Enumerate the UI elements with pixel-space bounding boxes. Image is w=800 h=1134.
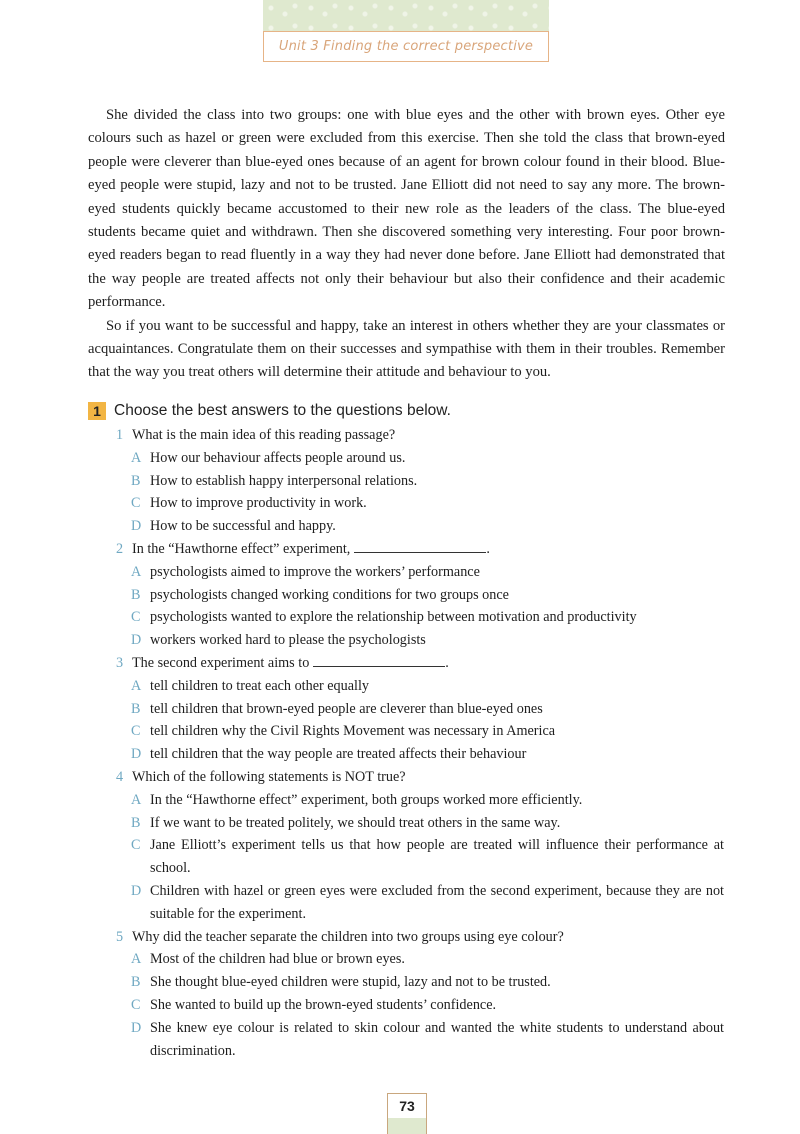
- option: [88, 994, 728, 1017]
- option-letter: A: [131, 677, 142, 694]
- question-number: 1: [116, 427, 124, 443]
- option-text: tell children to treat each other equally: [150, 677, 370, 694]
- option: [88, 675, 728, 698]
- option-letter: D: [131, 882, 142, 899]
- option: [88, 606, 728, 629]
- unit-title: Unit 3 Finding the correct perspective: [263, 31, 549, 62]
- option-text: In the “Hawthorne effect” experiment, both groups worked more efficiently.: [150, 791, 583, 808]
- question-4: [88, 766, 728, 789]
- option-text: Jane Elliott’s experiment tells us that how people are treated will influence their performance at school.: [150, 837, 724, 877]
- option-text: tell children why the Civil Rights Movement was necessary in America: [150, 723, 556, 740]
- option: [88, 447, 728, 470]
- option: [88, 629, 728, 652]
- question-text: What is the main idea of this reading passage?: [132, 427, 396, 443]
- option: [88, 698, 728, 721]
- option-letter: C: [131, 996, 141, 1013]
- option-letter: C: [131, 837, 141, 854]
- option-letter: A: [131, 563, 142, 580]
- question-3: [88, 652, 728, 675]
- option-text: psychologists aimed to improve the workers’ performance: [150, 563, 480, 580]
- option-letter: C: [131, 609, 141, 626]
- option-text: How to be successful and happy.: [150, 518, 336, 535]
- option-letter: C: [131, 723, 141, 740]
- option-letter: B: [131, 814, 141, 831]
- question-number: 3: [116, 654, 124, 671]
- option: [88, 971, 728, 994]
- option: [88, 584, 728, 607]
- option-text: How to establish happy interpersonal relations.: [150, 472, 418, 489]
- option-text: psychologists wanted to explore the relationship between motivation and productivity: [150, 609, 637, 626]
- question-text: Which of the following statements is NOT true?: [132, 768, 406, 785]
- option-letter: D: [131, 1019, 142, 1036]
- option: [88, 948, 728, 971]
- exercise-number-badge: 1: [88, 402, 106, 420]
- option-text: If we want to be treated politely, we should treat others in the same way.: [150, 814, 561, 831]
- reading-passage: [88, 104, 725, 385]
- option: [88, 470, 728, 493]
- exercise-heading: [88, 400, 728, 422]
- passage-paragraph-1: She divided the class into two groups: one with blue eyes and the other with brown eyes. Other eye colours such as hazel or green were excluded from this exercise. Then she told the class that brown-eyed people were cleverer than blue-eyed ones because of an agent for brown colour found in their blood. Blue-eyed people were stupid, lazy and not to be trusted. Jane Elliott did not need to say any more. The brown-eyed students quickly became accustomed to their new role as the leaders of the class. The blue-eyed students became quiet and withdrawn. Then she discovered something very interesting. Four poor brown-eyed readers began to read fluently in a way they had never done before. Jane Elliott had demonstrated that the way people are treated affects not only their behaviour but also their confidence and their academic performance.: [88, 107, 725, 311]
- option: [88, 1017, 728, 1063]
- page-number: 73: [399, 1098, 415, 1114]
- question-list: [88, 424, 728, 1062]
- question-2: [88, 538, 728, 561]
- option: [88, 515, 728, 538]
- option-text: She wanted to build up the brown-eyed students’ confidence.: [150, 996, 497, 1013]
- question-1: [88, 424, 728, 447]
- option: [88, 561, 728, 584]
- option-letter: D: [131, 632, 142, 649]
- page-number-box: [387, 1093, 427, 1134]
- option-letter: A: [131, 791, 142, 808]
- option-text: psychologists changed working conditions for two groups once: [150, 586, 509, 603]
- option-letter: A: [131, 951, 142, 968]
- passage-paragraph-2: So if you want to be successful and happy, take an interest in others whether they are your classmates or acquaintances. Congratulate them on their successes and sympathise with them in their troubles. Remember that the way you treat others will determine their attitude and behaviour to you.: [88, 317, 725, 381]
- option: [88, 812, 728, 835]
- option-letter: D: [131, 746, 142, 763]
- exercise-title: Choose the best answers to the questions below.: [114, 402, 451, 419]
- option-letter: B: [131, 700, 141, 717]
- option-text: Children with hazel or green eyes were excluded from the second experiment, because they are not suitable for the experiment.: [150, 882, 724, 922]
- question-text: In the “Hawthorne effect” experiment,: [132, 540, 351, 557]
- option-text: She thought blue-eyed children were stupid, lazy and not to be trusted.: [150, 974, 551, 991]
- option: [88, 789, 728, 812]
- header-decoration: [263, 0, 549, 31]
- question-text: The second experiment aims to: [132, 654, 310, 671]
- option-letter: D: [131, 518, 142, 535]
- option: [88, 743, 728, 766]
- option: [88, 880, 728, 926]
- option-text: How to improve productivity in work.: [150, 495, 367, 512]
- option-letter: C: [131, 495, 141, 512]
- option-text: tell children that brown-eyed people are cleverer than blue-eyed ones: [150, 700, 543, 717]
- option-letter: B: [131, 586, 141, 603]
- question-suffix: .: [445, 654, 449, 671]
- question-suffix: .: [486, 540, 490, 557]
- question-number: 2: [116, 540, 124, 557]
- option-text: workers worked hard to please the psychologists: [150, 632, 426, 649]
- question-5: [88, 926, 728, 949]
- option: [88, 492, 728, 515]
- option-letter: B: [131, 974, 141, 991]
- option-text: She knew eye colour is related to skin colour and wanted the white students to understand about discrimination.: [150, 1019, 724, 1059]
- answer-blank: [354, 538, 486, 553]
- question-number: 5: [116, 928, 124, 945]
- question-number: 4: [116, 768, 124, 785]
- page-number-decoration: [388, 1118, 426, 1134]
- option-text: How our behaviour affects people around us.: [150, 449, 406, 466]
- option-letter: B: [131, 472, 141, 489]
- option-letter: A: [131, 449, 142, 466]
- option: [88, 720, 728, 743]
- option-text: tell children that the way people are treated affects their behaviour: [150, 746, 527, 763]
- option-text: Most of the children had blue or brown eyes.: [150, 951, 405, 968]
- option: [88, 834, 728, 880]
- answer-blank: [313, 652, 445, 667]
- question-text: Why did the teacher separate the children into two groups using eye colour?: [132, 928, 564, 945]
